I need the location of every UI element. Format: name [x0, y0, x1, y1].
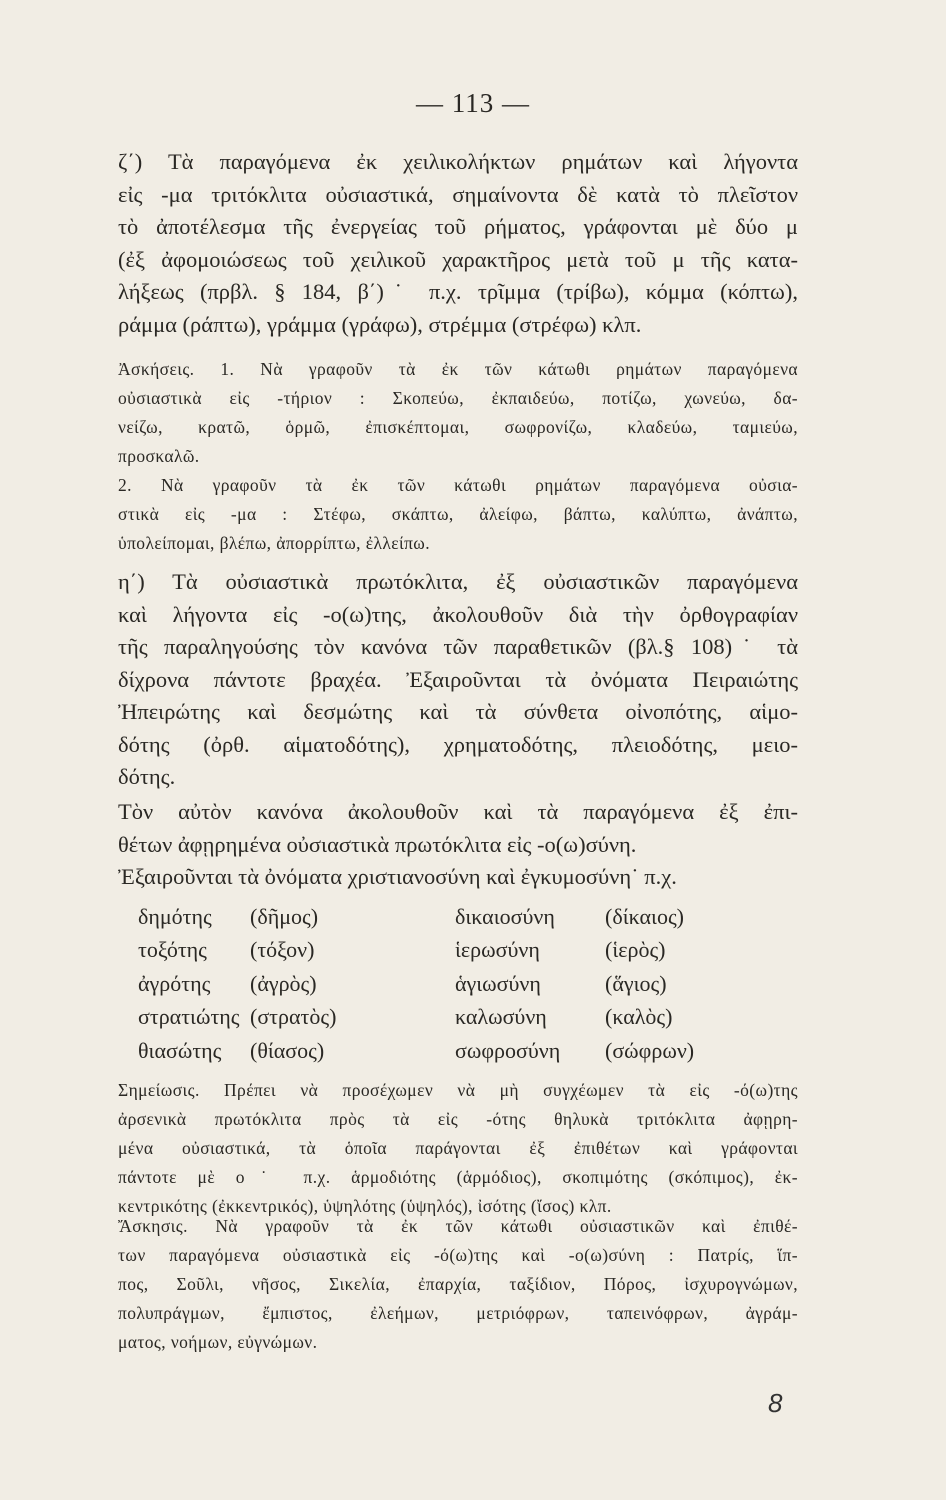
text-line: θέτων ἀφῃρημένα οὐσιαστικὰ πρωτόκλιτα εἰς -ο(ω)σύνη.: [118, 831, 637, 857]
text-line: καὶ λήγοντα εἰς -ο(ω)της, ἀκολουθοῦν διὰ τὴν ὀρθογραφίαν: [118, 601, 798, 627]
table-cell: ἁγιωσύνη: [455, 970, 541, 996]
text-line: 2. Νὰ γραφοῦν τὰ ἐκ τῶν κάτωθι ρημάτων παραγόμενα οὐσια-: [118, 475, 798, 495]
table-cell: ἀγρότης: [138, 970, 211, 996]
table-row: [138, 1001, 725, 1035]
exercises-1: [118, 355, 798, 471]
note: [118, 1076, 798, 1221]
table-cell: δημότης: [138, 903, 212, 929]
text-line: οὐσιαστικὰ εἰς -τήριον : Σκοπεύω, ἐκπαιδεύω, ποτίζω, χωνεύω, δα-: [118, 388, 798, 408]
table-cell: (καλὸς): [605, 1004, 673, 1030]
text-line: δότης.: [118, 764, 176, 789]
text-line: ματος, νοήμων, εὐγνώμων.: [118, 1332, 318, 1352]
text-line: των παραγόμενα οὐσιαστικὰ εἰς -ό(ω)της καὶ -ο(ω)σύνη : Πατρίς, ἵπ-: [118, 1245, 798, 1265]
table-cell: (θίασος): [250, 1037, 325, 1063]
table-row: [138, 934, 725, 968]
table-cell: σωφροσύνη: [455, 1037, 561, 1063]
word-table: [138, 900, 725, 1068]
text-line: Ἠπειρώτης καὶ δεσμώτης καὶ τὰ σύνθετα οἰνοπότης, αἱμο-: [118, 699, 798, 724]
text-line: προσκαλῶ.: [118, 446, 200, 466]
text-line: ὑπολείπομαι, βλέπω, ἀπορρίπτω, ἐλλείπω.: [118, 533, 430, 553]
text-line: δίχρονα πάντοτε βραχέα. Ἐξαιροῦνται τὰ ὀνόματα Πειραιώτης: [118, 666, 798, 692]
page-number: — 113 —: [416, 88, 530, 118]
table-cell: (στρατὸς): [250, 1004, 337, 1030]
text-line: Τὸν αὐτὸν κανόνα ἀκολουθοῦν καὶ τὰ παραγόμενα ἐξ ἐπι-: [118, 799, 798, 824]
table-row: [138, 967, 725, 1001]
exercises-2: [118, 471, 798, 558]
table-cell: (ἅγιος): [605, 970, 667, 996]
text-line: στικὰ εἰς -μα : Στέφω, σκάπτω, ἀλείφω, βάπτω, καλύπτω, ἀνάπτω,: [118, 504, 798, 524]
text-line: τῆς παραληγούσης τὸν κανόνα τῶν παραθετικῶν (βλ.§ 108)˙ τὰ: [118, 634, 798, 659]
text-line: τὸ ἀποτέλεσμα τῆς ἐνεργείας τοῦ ρήματος, γράφονται μὲ δύο μ: [118, 214, 798, 239]
text-line: ράμμα (ράπτω), γράμμα (γράφω), στρέμμα (στρέφω) κλπ.: [118, 311, 642, 337]
text-line: πάντοτε μὲ ο˙ π.χ. ἁρμοδιότης (ἁρμόδιος), σκοπιμότης (σκόπιμος), ἐκ-: [118, 1167, 798, 1187]
table-row: [138, 1034, 725, 1068]
table-cell: στρατιώτης: [138, 1004, 240, 1030]
table-row: [138, 900, 725, 934]
text-line: (ἐξ ἀφομοιώσεως τοῦ χειλικοῦ χαρακτῆρος μετὰ τοῦ μ τῆς κατα-: [118, 246, 798, 272]
text-line: ἀρσενικὰ πρωτόκλιτα πρὸς τὰ εἰς -ότης θηλυκὰ τριτόκλιτα ἀφῃρη-: [118, 1109, 798, 1129]
table-cell: (σώφρων): [605, 1037, 695, 1063]
text-line: η΄) Τὰ οὐσιαστικὰ πρωτόκλιτα, ἐξ οὐσιαστικῶν παραγόμενα: [118, 569, 798, 594]
text-line: δότης (ὀρθ. αἱματοδότης), χρηματοδότης, πλειοδότης, μειο-: [118, 731, 798, 757]
paragraph-rule: [118, 796, 798, 894]
text-line: πος, Σοῦλι, νῆσος, Σικελία, ἐπαρχία, ταξίδιον, Πόρος, ἰσχυρογνώμων,: [118, 1274, 798, 1294]
text-line: Ἐξαιροῦνται τὰ ὀνόματα χριστιανοσύνη καὶ ἐγκυμοσύνη˙ π.χ.: [118, 864, 677, 889]
paragraph-zeta: [118, 146, 798, 341]
table-cell: (δῆμος): [250, 903, 319, 929]
text-line: κεντρικότης (ἐκκεντρικός), ὑψηλότης (ὑψηλός), ἰσότης (ἴσος) κλπ.: [118, 1196, 612, 1216]
table-cell: (τόξον): [250, 937, 315, 963]
signature-mark: 8: [768, 1388, 783, 1418]
text-line: λήξεως (πρβλ. § 184, β΄)˙ π.χ. τρῖμμα (τρίβω), κόμμα (κόπτω),: [118, 279, 798, 304]
table-cell: (δίκαιος): [605, 903, 684, 929]
text-line: ζ΄) Τὰ παραγόμενα ἐκ χειλικολήκτων ρημάτων καὶ λήγοντα: [118, 149, 798, 174]
text-line: εἰς -μα τριτόκλιτα οὐσιαστικά, σημαίνοντα δὲ κατὰ τὸ πλεῖστον: [118, 181, 798, 207]
text-line: νείζω, κρατῶ, ὁρμῶ, ἐπισκέπτομαι, σωφρονίζω, κλαδεύω, ταμιεύω,: [118, 417, 798, 437]
paragraph-eta: [118, 566, 798, 794]
table-cell: (ἱερὸς): [605, 937, 666, 963]
table-cell: τοξότης: [138, 937, 207, 963]
table-cell: (ἀγρὸς): [250, 970, 317, 996]
table-cell: δικαιοσύνη: [455, 903, 555, 929]
exercise-final: [118, 1212, 798, 1357]
text-line: πολυπράγμων, ἔμπιστος, ἐλεήμων, μετριόφρων, ταπεινόφρων, ἀγράμ-: [118, 1303, 798, 1323]
text-line: μένα οὐσιαστικά, τὰ ὁποῖα παράγονται ἐξ ἐπιθέτων καὶ γράφονται: [118, 1138, 798, 1158]
table-cell: ἱερωσύνη: [455, 937, 540, 963]
text-line: Σημείωσις. Πρέπει νὰ προσέχωμεν νὰ μὴ συγχέωμεν τὰ εἰς -ό(ω)της: [118, 1080, 798, 1100]
table-cell: καλωσύνη: [455, 1004, 547, 1030]
text-line: Ἄσκησις. Νὰ γραφοῦν τὰ ἐκ τῶν κάτωθι οὐσιαστικῶν καὶ ἐπιθέ-: [118, 1216, 798, 1236]
text-line: Ἀσκήσεις. 1. Νὰ γραφοῦν τὰ ἐκ τῶν κάτωθι ρημάτων παραγόμενα: [118, 359, 798, 379]
table-cell: θιασώτης: [138, 1037, 222, 1063]
